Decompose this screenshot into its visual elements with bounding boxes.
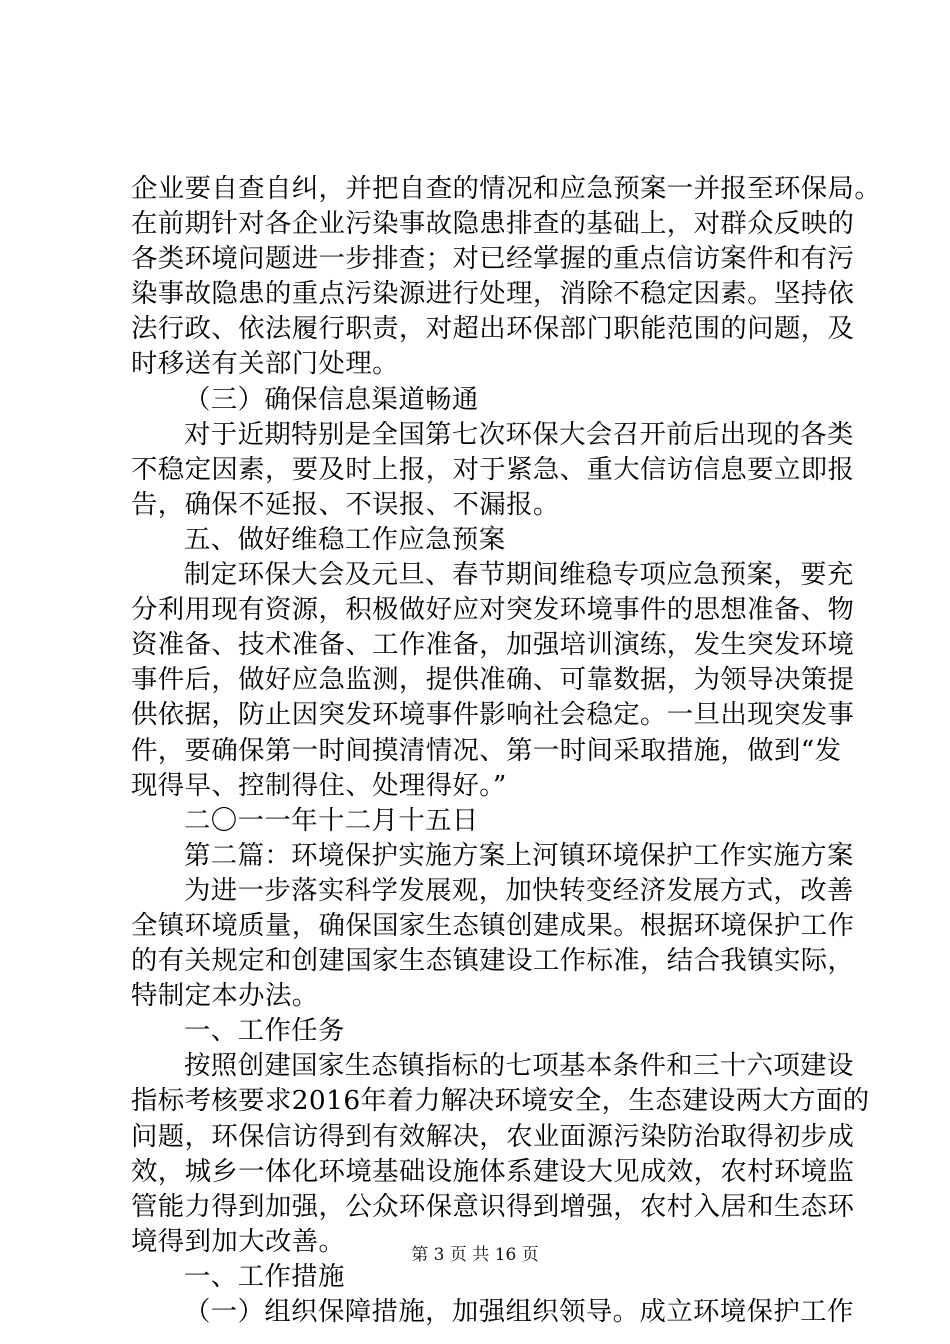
text-line: 一、工作任务 bbox=[184, 1015, 345, 1047]
text-line: 境得到加大改善。 bbox=[131, 1225, 346, 1257]
text-line: 一、工作措施 bbox=[184, 1260, 345, 1292]
text-line: 五、做好维稳工作应急预案 bbox=[184, 523, 506, 555]
text-line: 制定环保大会及元旦、春节期间维稳专项应急预案，要充 bbox=[184, 559, 854, 591]
text-line: 问题，环保信访得到有效解决，农业面源污染防治取得初步成 bbox=[131, 1120, 855, 1152]
text-line: 供依据，防止因突发环境事件影响社会稳定。一旦出现突发事 bbox=[131, 699, 855, 731]
text-line: 对于近期特别是全国第七次环保大会召开前后出现的各类 bbox=[184, 418, 854, 450]
text-line: 为进一步落实科学发展观，加快转变经济发展方式，改善 bbox=[184, 874, 854, 906]
text-line: 指标考核要求2016年着力解决环境安全，生态建设两大方面的 bbox=[131, 1085, 870, 1117]
text-line: 现得早、控制得住、处理得好。” bbox=[131, 769, 507, 801]
text-line: 在前期针对各企业污染事故隐患排查的基础上，对群众反映的 bbox=[131, 208, 855, 240]
text-line: 特制定本办法。 bbox=[131, 980, 319, 1012]
text-line: 效，城乡一体化环境基础设施体系建设大见成效，农村环境监 bbox=[131, 1155, 855, 1187]
text-line: 的有关规定和创建国家生态镇建设工作标准，结合我镇实际， bbox=[131, 945, 855, 977]
text-line: 按照创建国家生态镇指标的七项基本条件和三十六项建设 bbox=[184, 1050, 854, 1082]
text-line: （三）确保信息渠道畅通 bbox=[184, 383, 479, 415]
text-line: 时移送有关部门处理。 bbox=[131, 348, 399, 380]
text-line: 分利用现有资源，积极做好应对突发环境事件的思想准备、物 bbox=[131, 594, 855, 626]
text-line: 不稳定因素，要及时上报，对于紧急、重大信访信息要立即报 bbox=[131, 453, 855, 485]
text-line: 法行政、依法履行职责，对超出环保部门职能范围的问题，及 bbox=[131, 313, 855, 345]
text-line: 全镇环境质量，确保国家生态镇创建成果。根据环境保护工作 bbox=[131, 909, 855, 941]
text-line: 事件后，做好应急监测，提供准确、可靠数据，为领导决策提 bbox=[131, 664, 855, 696]
text-line: 各类环境问题进一步排查；对已经掌握的重点信访案件和有污 bbox=[131, 243, 855, 275]
text-line: 企业要自查自纠，并把自查的情况和应急预案一并报至环保局。 bbox=[131, 173, 882, 204]
text-line: 二〇一一年十二月十五日 bbox=[184, 804, 479, 836]
page-footer: 第 3 页 共 16 页 bbox=[411, 1245, 539, 1265]
text-line: （一）组织保障措施，加强组织领导。成立环境保护工作 bbox=[184, 1296, 854, 1327]
text-line: 资准备、技术准备、工作准备，加强培训演练，发生突发环境 bbox=[131, 629, 855, 661]
text-line: 染事故隐患的重点污染源进行处理，消除不稳定因素。坚持依 bbox=[131, 278, 855, 310]
text-line: 件，要确保第一时间摸清情况、第一时间采取措施，做到“发 bbox=[131, 734, 842, 766]
document-body bbox=[131, 171, 882, 1329]
text-line: 第二篇：环境保护实施方案上河镇环境保护工作实施方案 bbox=[184, 839, 854, 871]
text-line: 告，确保不延报、不误报、不漏报。 bbox=[131, 488, 560, 520]
text-line: 管能力得到加强，公众环保意识得到增强，农村入居和生态环 bbox=[131, 1190, 855, 1222]
